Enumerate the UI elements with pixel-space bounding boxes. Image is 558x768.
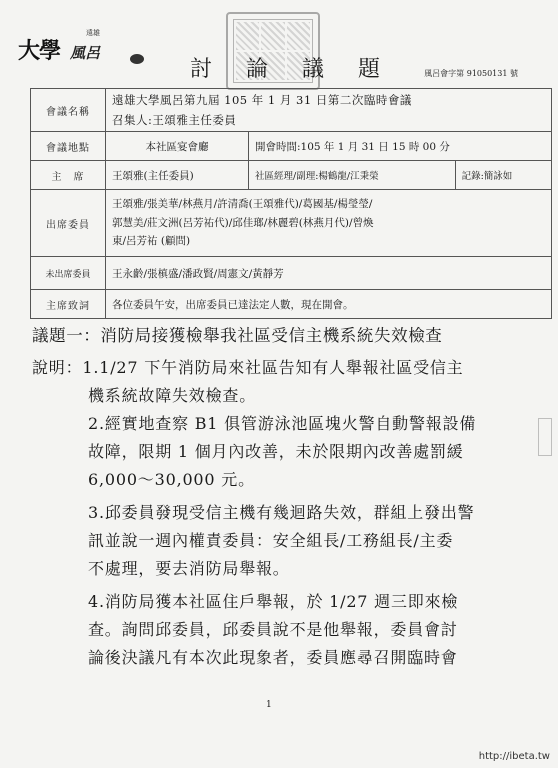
logo-mark — [130, 54, 144, 64]
agenda-line: 說明：1.1/27 下午消防局來社區告知有人舉報社區受信主 — [32, 358, 464, 377]
row-label: 會議地點 — [31, 132, 106, 161]
meeting-time: 開會時間:105 年 1 月 31 日 15 時 00 分 — [249, 132, 552, 161]
opening-row — [31, 290, 552, 319]
row-label: 會議名稱 — [31, 89, 106, 132]
chair-row — [31, 161, 552, 190]
attendees-line: 郭慧美/莊文洲(呂芳祐代)/邱佳瑯/林麗碧(林燕月代)/曾煥 — [112, 216, 374, 229]
agenda-line: 故障，限期 1 個月內改善，未於限期內改善處罰緩 — [88, 442, 464, 461]
agenda-line: 3.邱委員發現受信主機有幾迴路失效，群組上發出警 — [88, 503, 475, 522]
row-label: 主席致詞 — [31, 290, 106, 319]
title-char: 題 — [357, 57, 380, 82]
logo-main-text: 大學 — [18, 38, 61, 64]
document-number: 風呂會字第 91050131 號 — [424, 69, 518, 78]
logo-sub-text: 風呂 — [70, 44, 101, 62]
row-label: 出席委員 — [31, 190, 106, 257]
managers: 社區經理/副理:楊鶴龍/江秉榮 — [249, 161, 456, 190]
agenda-line: 4.消防局獲本社區住戶舉報，於 1/27 週三即來檢 — [88, 592, 459, 611]
page-number: 1 — [266, 700, 272, 710]
title-char: 討 — [190, 57, 213, 82]
agenda-line: 查。詢問邱委員，邱委員說不是他舉報，委員會討 — [88, 620, 458, 639]
attendees-line: 王頌雅/張美華/林燕月/許清喬(王頌雅代)/葛國基/楊瑩瑩/ — [112, 198, 373, 211]
meeting-name-row — [31, 89, 552, 132]
title-char: 議 — [301, 57, 324, 82]
row-label: 未出席委員 — [31, 257, 106, 290]
meeting-place: 本社區宴會廳 — [106, 132, 249, 161]
row-label: 主 席 — [31, 161, 106, 190]
watermark-url: http://ibeta.tw — [478, 751, 550, 762]
agenda-line: 機系統故障失效檢查。 — [88, 386, 257, 405]
meeting-name: 遠雄大學風呂第九屆 105 年 1 月 31 日第二次臨時會議 — [112, 93, 412, 107]
community-logo — [18, 28, 138, 78]
side-stamp-mark — [538, 418, 552, 456]
opening-remarks: 各位委員午安，出席委員已達法定人數，現在開會。 — [106, 290, 552, 319]
absent-members: 王永齡/張槙盛/潘政賢/周憲文/黃靜芳 — [106, 257, 552, 290]
meeting-place-row — [31, 132, 552, 161]
attendees-row — [31, 190, 552, 257]
document-title — [190, 52, 380, 83]
meeting-info-table — [30, 88, 552, 319]
attendees-line: 東/呂芳祐 (顧問) — [112, 235, 191, 248]
chair-name: 王頌雅(主任委員) — [106, 161, 249, 190]
recorder: 記錄:簡詠如 — [455, 161, 551, 190]
absent-row — [31, 257, 552, 290]
agenda-line: 6,000～30,000 元。 — [88, 470, 255, 489]
agenda-line: 2.經實地查察 B1 俱管游泳池區塊火警自動警報設備 — [88, 414, 477, 433]
title-char: 論 — [245, 57, 268, 82]
convener: 召集人:王頌雅主任委員 — [112, 113, 237, 127]
agenda-line: 不處理，要去消防局舉報。 — [88, 559, 290, 578]
agenda-line: 訊並說一週內權責委員：安全組長/工務組長/主委 — [88, 531, 454, 550]
agenda-heading: 議題一：消防局接獲檢舉我社區受信主機系統失效檢查 — [32, 326, 443, 345]
agenda-line: 論後決議凡有本次此現象者，委員應尋召開臨時會 — [88, 648, 458, 667]
logo-small-text: 遠雄 — [86, 29, 100, 37]
